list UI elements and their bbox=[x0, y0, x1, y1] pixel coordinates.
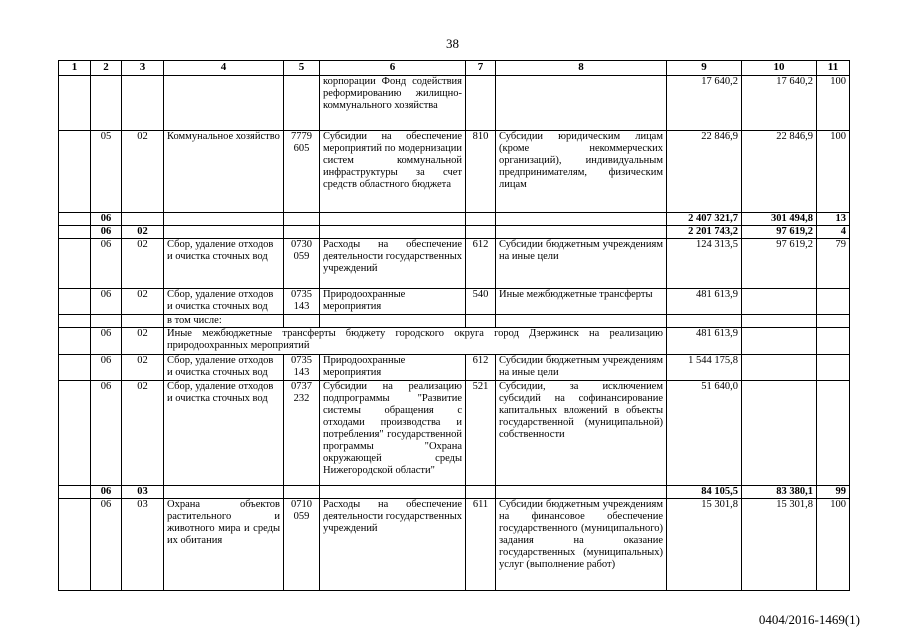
cell: 17 640,2 bbox=[667, 76, 742, 131]
cell bbox=[742, 315, 817, 328]
column-header: 3 bbox=[122, 61, 164, 76]
cell: корпорации Фонд содействия реформированию жилищно-коммунального хозяйства bbox=[320, 76, 466, 131]
cell: 06 bbox=[91, 499, 122, 591]
cell: 100 bbox=[817, 76, 850, 131]
cell: Природоохранные мероприятия bbox=[320, 355, 466, 381]
cell: 612 bbox=[466, 355, 496, 381]
cell bbox=[320, 486, 466, 499]
column-header: 6 bbox=[320, 61, 466, 76]
cell bbox=[742, 289, 817, 315]
cell bbox=[496, 76, 667, 131]
cell: Субсидии бюджетным учреждениям на иные цели bbox=[496, 355, 667, 381]
cell: 79 bbox=[817, 239, 850, 289]
cell: в том числе: bbox=[164, 315, 284, 328]
cell: Расходы на обеспечение деятельности государственных учреждений bbox=[320, 239, 466, 289]
cell: 301 494,8 bbox=[742, 213, 817, 226]
cell bbox=[164, 213, 284, 226]
column-header: 8 bbox=[496, 61, 667, 76]
cell: 481 613,9 bbox=[667, 289, 742, 315]
cell: 13 bbox=[817, 213, 850, 226]
cell bbox=[164, 486, 284, 499]
cell bbox=[742, 355, 817, 381]
cell: Природоохранные мероприятия bbox=[320, 289, 466, 315]
cell: 22 846,9 bbox=[742, 131, 817, 213]
cell: 02 bbox=[122, 131, 164, 213]
table-row bbox=[59, 315, 850, 328]
cell: 99 bbox=[817, 486, 850, 499]
cell bbox=[320, 213, 466, 226]
cell: 06 bbox=[91, 355, 122, 381]
cell bbox=[122, 76, 164, 131]
table-row bbox=[59, 328, 850, 355]
cell: 06 bbox=[91, 486, 122, 499]
cell: 4 bbox=[817, 226, 850, 239]
cell: 0735 143 bbox=[284, 289, 320, 315]
cell: 03 bbox=[122, 486, 164, 499]
table-row bbox=[59, 226, 850, 239]
cell bbox=[59, 76, 91, 131]
cell bbox=[817, 355, 850, 381]
cell bbox=[496, 486, 667, 499]
cell bbox=[817, 328, 850, 355]
cell: 2 201 743,2 bbox=[667, 226, 742, 239]
cell bbox=[817, 289, 850, 315]
column-header: 11 bbox=[817, 61, 850, 76]
cell bbox=[284, 213, 320, 226]
page-number: 38 bbox=[446, 36, 459, 51]
cell bbox=[59, 289, 91, 315]
cell: Субсидии юридическим лицам (кроме некоммерческих организаций), индивидуальным предпринимателям, физическим лицам bbox=[496, 131, 667, 213]
cell: 06 bbox=[91, 213, 122, 226]
column-header: 4 bbox=[164, 61, 284, 76]
cell bbox=[466, 76, 496, 131]
cell bbox=[122, 213, 164, 226]
cell bbox=[59, 381, 91, 486]
cell bbox=[466, 213, 496, 226]
cell: 15 301,8 bbox=[667, 499, 742, 591]
cell: Сбор, удаление отходов и очистка сточных вод bbox=[164, 355, 284, 381]
cell: 2 407 321,7 bbox=[667, 213, 742, 226]
cell: Сбор, удаление отходов и очистка сточных вод bbox=[164, 239, 284, 289]
cell bbox=[59, 486, 91, 499]
cell: 612 bbox=[466, 239, 496, 289]
cell: 05 bbox=[91, 131, 122, 213]
cell bbox=[59, 328, 91, 355]
cell: 611 bbox=[466, 499, 496, 591]
cell: Субсидии бюджетным учреждениям на финансовое обеспечение государственного (муниципального) задания на оказание государственных (муниципальных) услуг (выполнение работ) bbox=[496, 499, 667, 591]
cell: 51 640,0 bbox=[667, 381, 742, 486]
table-row bbox=[59, 131, 850, 213]
table-row bbox=[59, 499, 850, 591]
cell: 02 bbox=[122, 328, 164, 355]
cell bbox=[59, 239, 91, 289]
cell bbox=[496, 213, 667, 226]
cell bbox=[91, 315, 122, 328]
cell: 540 bbox=[466, 289, 496, 315]
cell: Расходы на обеспечение деятельности государственных учреждений bbox=[320, 499, 466, 591]
cell: 83 380,1 bbox=[742, 486, 817, 499]
cell: 100 bbox=[817, 499, 850, 591]
cell: 0730 059 bbox=[284, 239, 320, 289]
column-header: 2 bbox=[91, 61, 122, 76]
cell: 02 bbox=[122, 355, 164, 381]
header-row bbox=[59, 61, 850, 76]
column-header: 7 bbox=[466, 61, 496, 76]
cell: Охрана объектов растительного и животного мира и среды их обитания bbox=[164, 499, 284, 591]
cell bbox=[817, 381, 850, 486]
cell: Коммунальное хозяйство bbox=[164, 131, 284, 213]
cell: Сбор, удаление отходов и очистка сточных вод bbox=[164, 289, 284, 315]
cell bbox=[320, 315, 466, 328]
cell bbox=[496, 226, 667, 239]
table-row bbox=[59, 486, 850, 499]
cell bbox=[742, 381, 817, 486]
table-row bbox=[59, 239, 850, 289]
cell bbox=[164, 226, 284, 239]
cell bbox=[91, 76, 122, 131]
cell: 7779 605 bbox=[284, 131, 320, 213]
cell: 97 619,2 bbox=[742, 239, 817, 289]
cell bbox=[466, 486, 496, 499]
column-header: 1 bbox=[59, 61, 91, 76]
cell bbox=[284, 315, 320, 328]
cell: 02 bbox=[122, 381, 164, 486]
cell: 97 619,2 bbox=[742, 226, 817, 239]
cell: 481 613,9 bbox=[667, 328, 742, 355]
column-header: 10 bbox=[742, 61, 817, 76]
cell bbox=[59, 226, 91, 239]
cell: 0710 059 bbox=[284, 499, 320, 591]
cell: Иные межбюджетные трансферты bbox=[496, 289, 667, 315]
cell: 02 bbox=[122, 289, 164, 315]
cell bbox=[466, 315, 496, 328]
cell bbox=[59, 355, 91, 381]
cell: 521 bbox=[466, 381, 496, 486]
table-row bbox=[59, 213, 850, 226]
column-header: 5 bbox=[284, 61, 320, 76]
cell: Субсидии на реализацию подпрограммы "Развитие системы обращения с отходами производства и потребления" государственной программы "Охрана окружающей среды Нижегородской области" bbox=[320, 381, 466, 486]
cell: Сбор, удаление отходов и очистка сточных вод bbox=[164, 381, 284, 486]
cell bbox=[284, 226, 320, 239]
cell bbox=[496, 315, 667, 328]
cell bbox=[59, 131, 91, 213]
cell bbox=[466, 226, 496, 239]
cell: 124 313,5 bbox=[667, 239, 742, 289]
cell: 06 bbox=[91, 226, 122, 239]
cell bbox=[817, 315, 850, 328]
cell: 0737 232 bbox=[284, 381, 320, 486]
cell bbox=[284, 486, 320, 499]
cell: Субсидии бюджетным учреждениям на иные цели bbox=[496, 239, 667, 289]
cell: Субсидии, за исключением субсидий на софинансирование капитальных вложений в объекты государственной (муниципальной) собственности bbox=[496, 381, 667, 486]
table-row bbox=[59, 289, 850, 315]
cell: 22 846,9 bbox=[667, 131, 742, 213]
cell: 1 544 175,8 bbox=[667, 355, 742, 381]
cell: 0735 143 bbox=[284, 355, 320, 381]
cell: 100 bbox=[817, 131, 850, 213]
cell: 15 301,8 bbox=[742, 499, 817, 591]
cell: 17 640,2 bbox=[742, 76, 817, 131]
cell bbox=[320, 226, 466, 239]
cell bbox=[742, 328, 817, 355]
cell: 06 bbox=[91, 381, 122, 486]
cell: 02 bbox=[122, 226, 164, 239]
column-header: 9 bbox=[667, 61, 742, 76]
budget-table bbox=[58, 60, 850, 591]
cell bbox=[59, 213, 91, 226]
cell: 06 bbox=[91, 328, 122, 355]
cell: 06 bbox=[91, 289, 122, 315]
cell: Иные межбюджетные трансферты бюджету городского округа город Дзержинск на реализацию природоохранных мероприятий bbox=[164, 328, 667, 355]
cell bbox=[59, 315, 91, 328]
cell bbox=[59, 499, 91, 591]
document-code: 0404/2016-1469(1) bbox=[758, 612, 860, 627]
cell: 02 bbox=[122, 239, 164, 289]
cell: 06 bbox=[91, 239, 122, 289]
cell bbox=[667, 315, 742, 328]
table-row bbox=[59, 381, 850, 486]
cell: 84 105,5 bbox=[667, 486, 742, 499]
cell: 03 bbox=[122, 499, 164, 591]
table-row bbox=[59, 76, 850, 131]
cell: Субсидии на обеспечение мероприятий по модернизации систем коммунальной инфраструктуры за счет средств областного бюджета bbox=[320, 131, 466, 213]
cell bbox=[122, 315, 164, 328]
cell bbox=[284, 76, 320, 131]
cell: 810 bbox=[466, 131, 496, 213]
table-row bbox=[59, 355, 850, 381]
cell bbox=[164, 76, 284, 131]
